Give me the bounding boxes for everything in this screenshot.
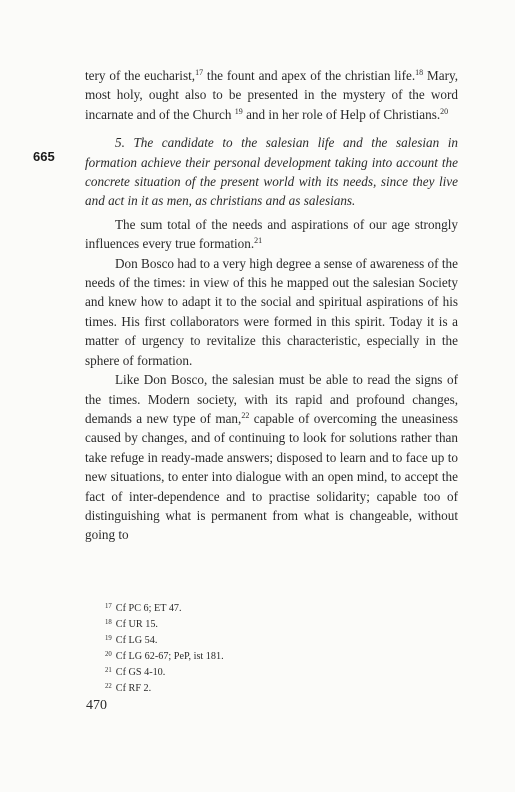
footnote-ref: 17 <box>195 68 204 77</box>
paragraph-1 <box>85 215 458 254</box>
footnote-ref: 18 <box>415 68 424 77</box>
footnote <box>105 680 445 696</box>
footnote <box>105 632 445 648</box>
footnote-text: Cf PC 6; ET 47. <box>115 603 182 614</box>
footnote-text: Cf LG 62-67; PeP, ist 181. <box>115 651 224 663</box>
text-run: the fount and apex of the christian life. <box>203 68 416 83</box>
footnote-text: Cf GS 4-10. <box>115 667 166 679</box>
text-run: tery of the eucharist, <box>85 68 196 83</box>
paragraph-3 <box>85 370 458 545</box>
footnote <box>105 648 445 664</box>
footnotes <box>105 600 445 697</box>
paragraph-2: Don Bosco had to a very high degree a sense of awareness of the needs of the times: in view of this he mapped out the salesian Society and knew how to adapt it to the social and spiritual aspirations of his times. His first collaborators were formed in this spirit. Today it is a matter of urgency to revitalize this characteristic, especially in the sphere of formation. <box>85 255 458 368</box>
continuation-paragraph <box>85 66 458 124</box>
footnote-mark: 19 <box>105 635 112 643</box>
footnote <box>105 664 445 680</box>
main-text <box>85 66 458 545</box>
text-run: Mary, most holy, ought also to be presented in the mystery of the word incarnate and of the Church <box>85 68 458 122</box>
text-run: The sum total of the needs and aspirations of our age strongly influences every true formation. <box>85 216 458 252</box>
footnote-text: Cf UR 15. <box>115 619 158 631</box>
footnote-mark: 22 <box>105 683 112 691</box>
page-number: 470 <box>86 698 107 713</box>
section-number: 665 <box>33 149 55 164</box>
text-run: and in her role of Help of Christians. <box>242 106 441 122</box>
footnote-text: Cf LG 54. <box>115 635 158 647</box>
footnote-mark: 18 <box>105 619 112 627</box>
footnote-ref: 21 <box>254 236 263 246</box>
footnote-mark: 17 <box>105 603 112 610</box>
footnote <box>105 600 445 616</box>
footnote-mark: 20 <box>105 651 112 659</box>
footnote-text: Cf RF 2. <box>115 683 152 695</box>
text-run: capable of overcoming the uneasiness caused by changes, and of continuing to look for solutions rather than take refuge in ready-made answers; disposed to learn and to face up to new situations, to enter into dialogue with an open mind, to accept the fact of inter-dependence and to practise solidarity; capable too of distinguishing what is permanent from what is changeable, without going to <box>85 410 458 543</box>
footnote-mark: 21 <box>105 667 112 675</box>
section-heading: 5. The candidate to the salesian life and the salesian in formation achieve their personal development taking into account the concrete situation of the present world with its needs, since they live and act in it as men, as christians and as salesians. <box>85 135 458 209</box>
text-run: Like Don Bosco, the salesian must be able to read the signs of the times. Modern society, with its rapid and profound changes, demands a new type of man, <box>85 372 458 426</box>
footnote-ref: 22 <box>241 410 250 420</box>
footnote <box>105 616 445 632</box>
footnote-ref: 19 <box>234 106 243 116</box>
footnote-ref: 20 <box>440 106 449 116</box>
